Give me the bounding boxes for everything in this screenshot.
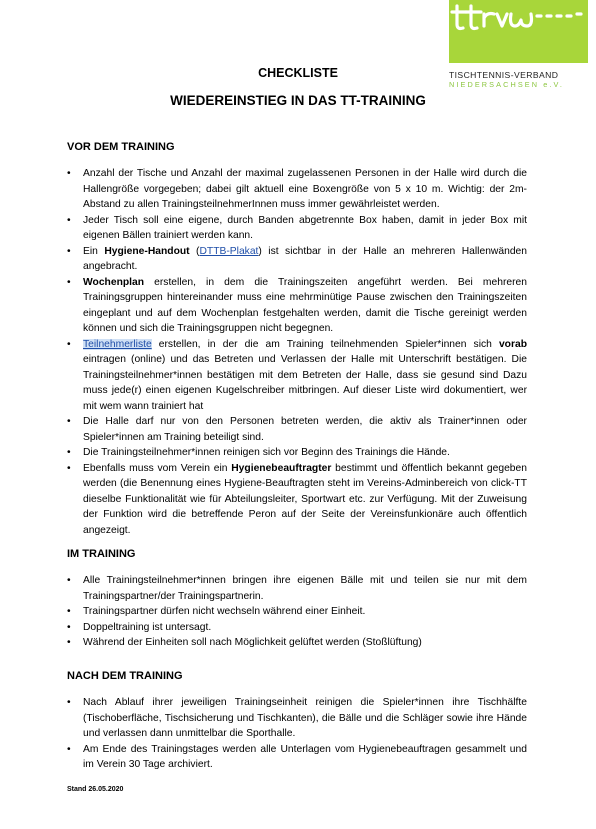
list-item — [67, 604, 527, 620]
item-text: Während der Einheiten soll nach Möglichkeit gelüftet werden (Stoßlüftung) — [83, 637, 422, 648]
item-text: erstellen, in dem die Trainingszeiten angeführt werden. Bei mehreren Trainingsgruppen hintereinander muss eine mehrminütige Pause zwischen den Trainingszeiten eingeplant und auf dem Wochenplan festgehalten werden, damit die Tische gereinigt werden können und sich die Trainingsgruppen nicht begegnen. — [83, 276, 527, 334]
section-heading: IM TRAINING — [67, 548, 136, 560]
item-text: ) ist sichtbar in der Halle an mehreren Hallenwänden angebracht. — [83, 245, 527, 272]
logo-text-line1: TISCHTENNIS-VERBAND — [449, 70, 559, 80]
list-item — [67, 695, 527, 742]
dttb-plakat-link[interactable]: DTTB-Plakat — [199, 245, 259, 257]
item-bold-text: Hygiene-Handout — [104, 245, 190, 257]
item-text: Ebenfalls muss vom Verein ein — [83, 462, 232, 474]
list-item — [67, 275, 527, 337]
item-text: ( — [189, 245, 200, 257]
item-text: Doppeltraining ist untersagt. — [83, 621, 212, 633]
section-heading: NACH DEM TRAINING — [67, 670, 183, 682]
section-im-training — [67, 548, 527, 651]
list-item — [67, 166, 527, 213]
logo-mark-icon — [449, 0, 588, 63]
item-text: Trainingspartner dürfen nicht wechseln während einer Einheit. — [83, 606, 366, 617]
item-text: Ein — [83, 245, 105, 257]
item-text: Am Ende des Trainingstages werden alle Unterlagen vom Hygienebeauftragen gesammelt und im Verein 30 Tage archiviert. — [83, 743, 527, 770]
checklist — [67, 166, 527, 538]
document-title: CHECKLISTE — [258, 66, 338, 80]
item-bold-text: Wochenplan — [83, 276, 145, 288]
item-bold-text: Hygienebeauftragter — [231, 462, 332, 474]
item-text: erstellen, in der die am Training teilnehmenden Spieler*innen sich — [151, 338, 499, 350]
item-text: Anzahl der Tische und Anzahl der maximal zugelassenen Personen in der Halle wird durch die Hallengröße vorgegeben; dabei gilt aktuell eine Boxengröße von 5 x 10 m. Wichtig: der 2m-Abstand zu allen TrainingsteilnehmerInnen muss immer gewährleistet werden. — [83, 168, 527, 210]
item-text: Nach Ablauf ihrer jeweiligen Trainingseinheit reinigen die Spieler*innen ihre Tischhälfte (Tischoberfläche, Tischsicherung und Tischkanten), die Bälle und die Schläger sowie ihre Hände und verlassen dann unmittelbar die Sporthalle. — [83, 697, 527, 739]
list-item — [67, 635, 527, 651]
checklist — [67, 695, 527, 773]
list-item — [67, 742, 527, 773]
list-item — [67, 461, 527, 539]
item-text: bestimmt und öffentlich bekannt gegeben werden (die Benennung eines Hygiene-Beauftragten steht im Vereins-Adminbereich von click-TT dieselbe Funktionalität wie für Abteilungsleiter, Sportwart etc. zur Verfügung. Mit der Zuweisung der Funktion wird die betreffende Peron auf der Seite der Vereinsfunkionäre auch öffentlich angezeigt. — [83, 462, 527, 536]
item-text: eintragen (online) und das Betreten und Verlassen der Halle mit Unterschrift bestätigen. Die Trainingsteilnehmer*innen bestätigen mit dem Betreten der Halle, dass sie gesund sind Dazu muss jede(r) einen eigenen Kugelschreiber mitbringen. Auf dieser Liste wird dokumentiert, wer mit wem wann trainiert hat — [83, 354, 527, 412]
checklist — [67, 573, 527, 651]
list-item — [67, 620, 527, 636]
item-text: Alle Trainingsteilnehmer*innen bringen ihre eigenen Bälle mit und teilen sie nur mit dem Trainingspartner/der Trainingspartnerin. — [83, 575, 527, 602]
list-item — [67, 244, 527, 275]
logo-text-line2: NIEDERSACHSEN e.V. — [449, 80, 564, 89]
list-item — [67, 337, 527, 415]
item-text: Jeder Tisch soll eine eigene, durch Banden abgetrennte Box haben, damit in jeder Box mit eigenen Bällen trainiert werden kann. — [83, 214, 527, 241]
item-bold-text: vorab — [498, 338, 527, 350]
section-nach-dem-training — [67, 670, 527, 773]
list-item — [67, 573, 527, 604]
item-text: Die Halle darf nur von den Personen betreten werden, die aktiv als Trainer*innen oder Spieler*innen am Training beteiligt sind. — [83, 416, 527, 443]
list-item — [67, 213, 527, 244]
document-date-stamp: Stand 26.05.2020 — [67, 786, 124, 793]
document-subtitle: WIEDEREINSTIEG IN DAS TT-TRAINING — [170, 93, 426, 108]
item-text: Die Trainingsteilnehmer*innen reinigen sich vor Beginn des Trainings die Hände. — [83, 447, 450, 458]
list-item — [67, 414, 527, 445]
teilnehmerliste-link[interactable]: Teilnehmerliste — [83, 338, 152, 350]
list-item — [67, 445, 527, 461]
tischtennis-verband-logo — [449, 0, 588, 63]
section-heading: VOR DEM TRAINING — [67, 141, 175, 153]
section-vor-dem-training — [67, 141, 527, 538]
